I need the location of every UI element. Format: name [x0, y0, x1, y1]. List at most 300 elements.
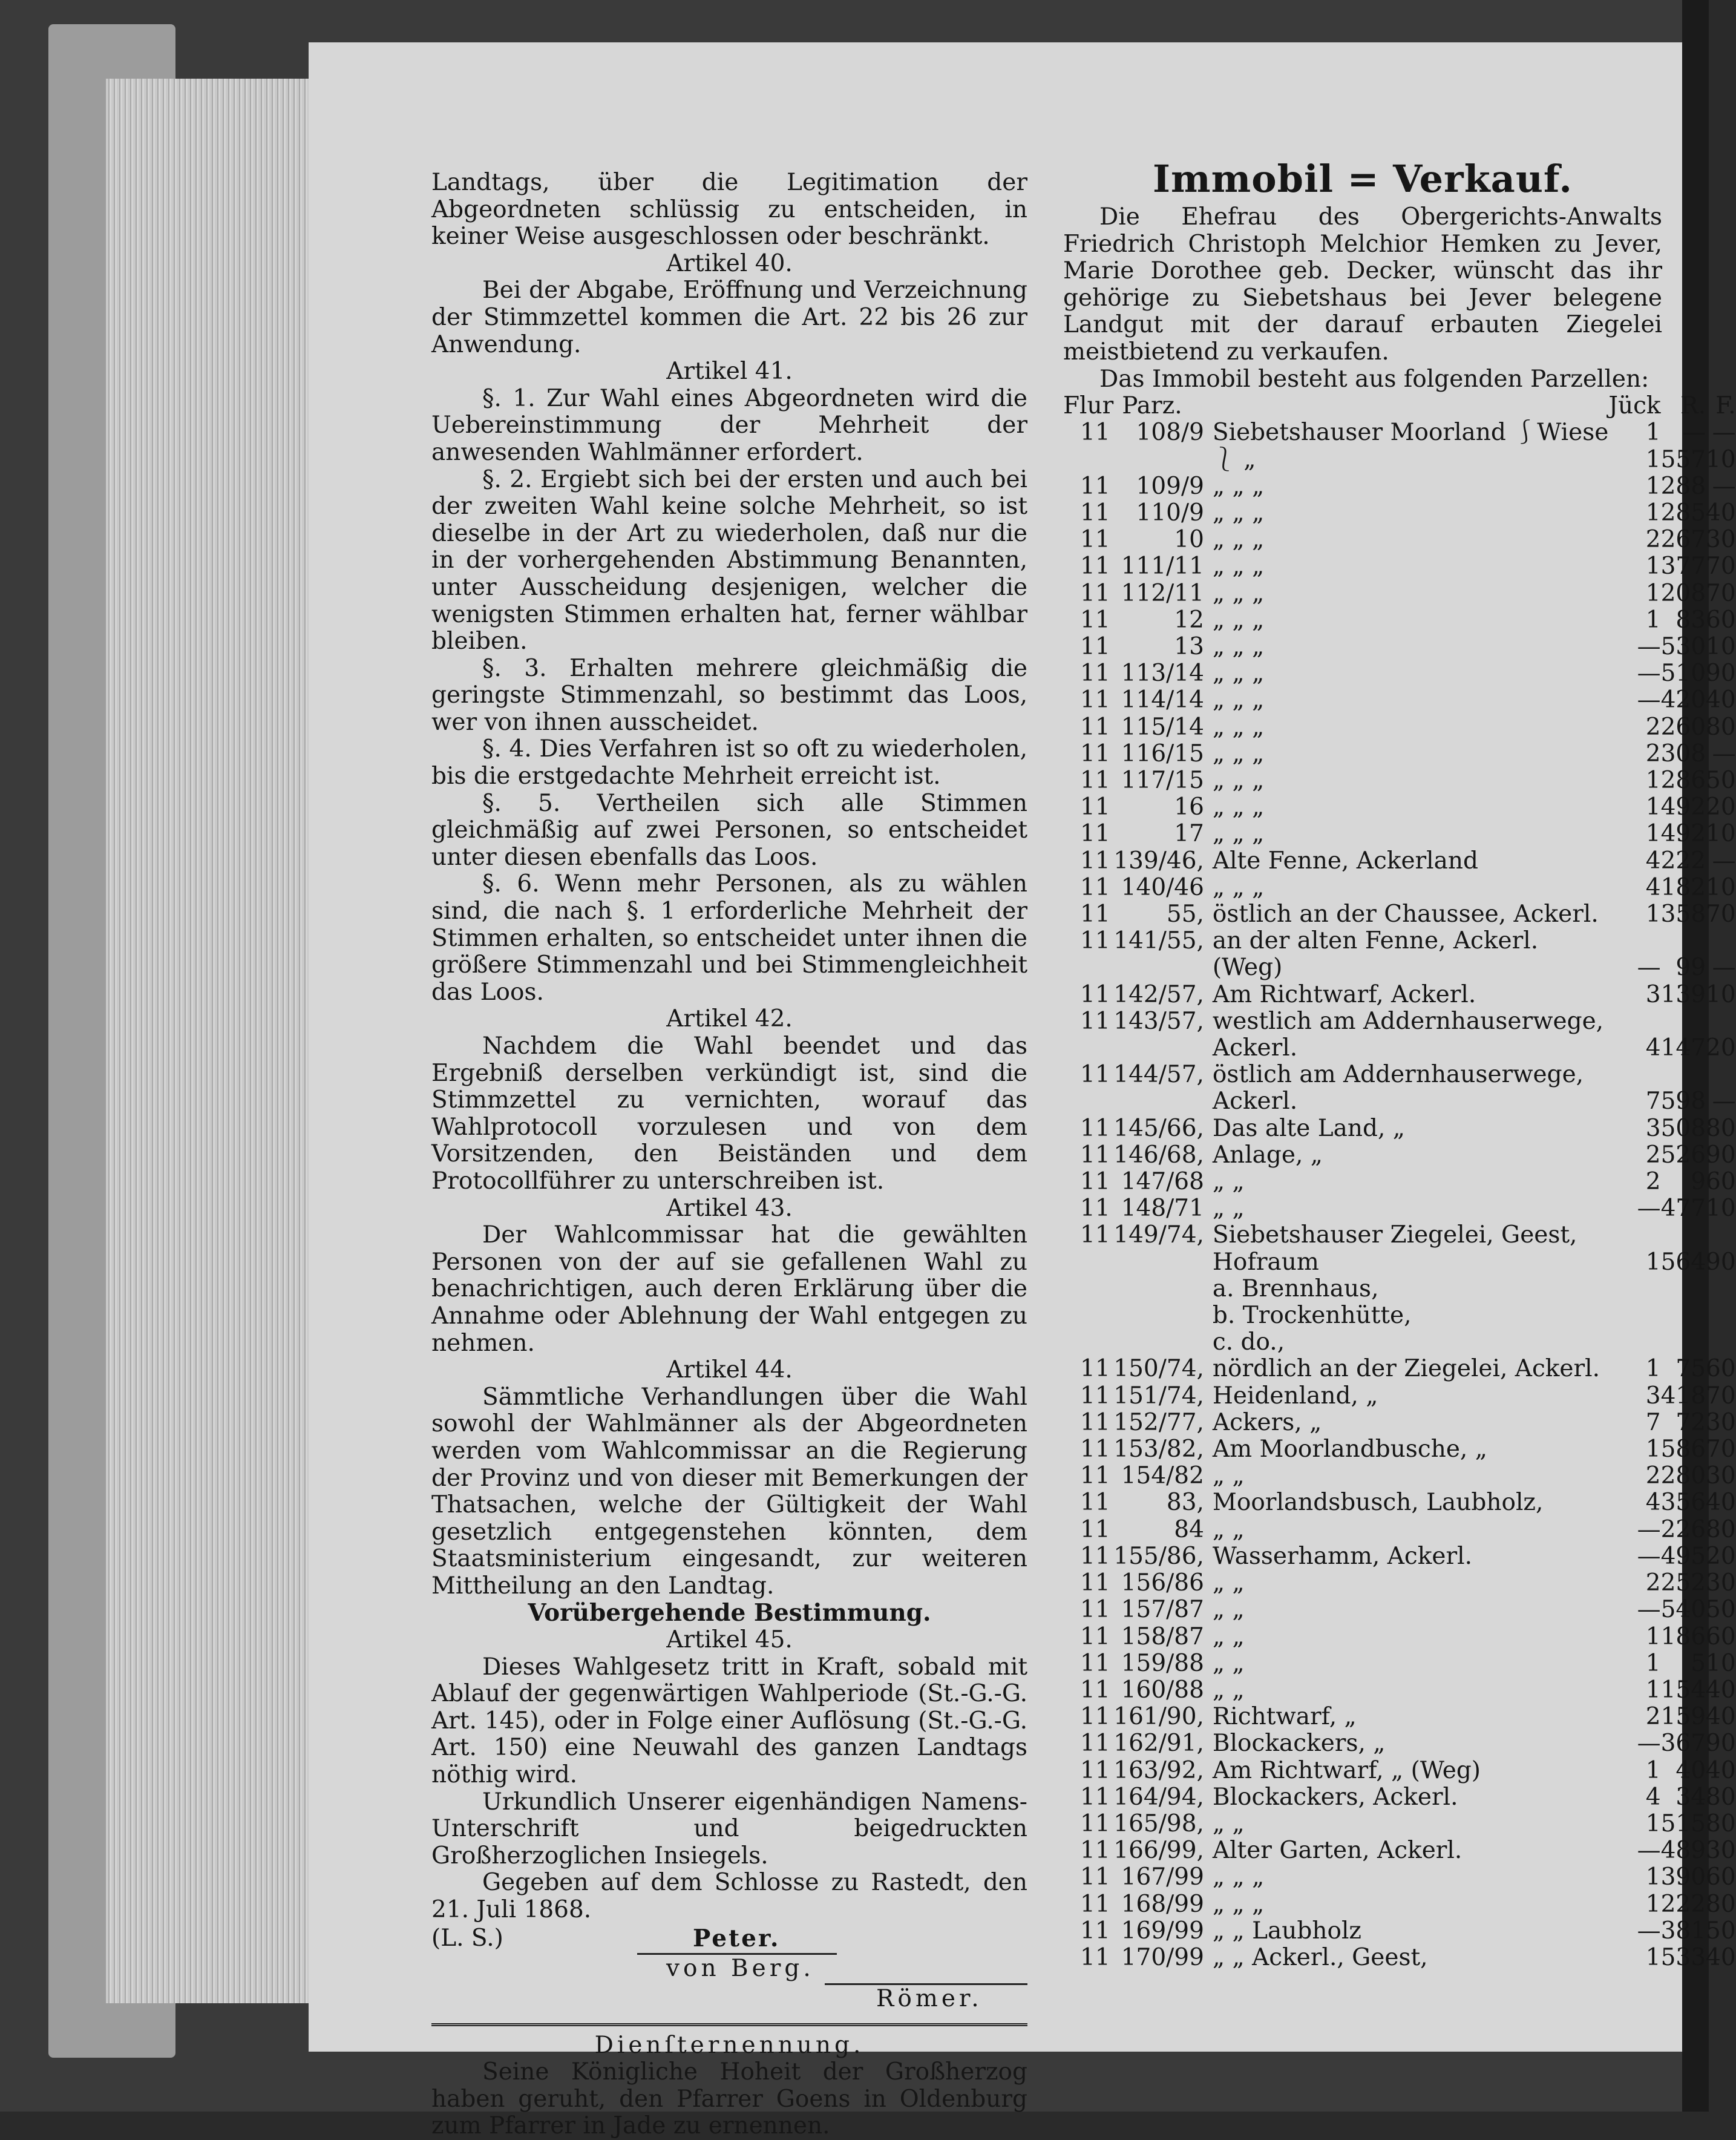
parcel-table [1063, 393, 1736, 1971]
row-ruthen: 477 [1660, 1195, 1706, 1223]
row-flur: 11 [1080, 1408, 1110, 1436]
row-parcel: 148/71 [1121, 1195, 1204, 1223]
row-juck: 1 [1645, 606, 1661, 634]
row-parcel: 153/82, [1113, 1436, 1204, 1463]
table-row [1063, 473, 1736, 500]
row-flur: 11 [1080, 1141, 1110, 1169]
row-fuss: 70 [1706, 553, 1736, 580]
table-row [1063, 928, 1736, 954]
row-fuss: 10 [1706, 1195, 1736, 1223]
row-ruthen: 418 [1660, 1382, 1706, 1410]
row-ruthen [1661, 1008, 1706, 1035]
row-flur [1063, 1088, 1113, 1115]
row-description: „ „ „ [1212, 1863, 1265, 1891]
row-description: „ „ Laubholz [1212, 1917, 1361, 1945]
row-juck: 4 [1645, 1489, 1661, 1517]
row-description: Am Richtwarf, „ (Weg) [1212, 1756, 1481, 1784]
row-flur: 11 [1080, 632, 1110, 660]
row-ruthen: 154 [1660, 1676, 1706, 1704]
row-flur: 11 [1080, 1863, 1110, 1891]
row-fuss: 60 [1706, 1355, 1736, 1383]
row-flur: 11 [1080, 1436, 1110, 1463]
row-description: Blockackers, „ [1212, 1730, 1386, 1758]
row-juck: 2 [1645, 713, 1661, 741]
table-row [1063, 741, 1736, 767]
row-ruthen: 286 [1660, 767, 1706, 794]
row-fuss: 10 [1706, 445, 1736, 473]
table-row [1063, 1758, 1736, 1784]
table-row [1063, 1650, 1736, 1677]
row-description: „ „ „ [1212, 579, 1265, 607]
row-ruthen: 564 [1660, 1248, 1706, 1276]
table-row [1063, 1570, 1736, 1597]
row-fuss: 70 [1706, 1382, 1736, 1410]
row-fuss: 80 [1706, 1890, 1736, 1918]
row-flur: 11 [1080, 927, 1110, 955]
row-ruthen: 557 [1660, 445, 1706, 473]
row-parcel: 17 [1174, 820, 1204, 848]
row-ruthen: 34 [1675, 1783, 1706, 1811]
sale-title: Immobil = Verkauf. [1153, 157, 1573, 201]
row-description: Hofraum [1212, 1248, 1319, 1276]
sale-lead: Das Immobil besteht aus folgenden Parzellen: [1099, 365, 1649, 393]
row-description: „ „ [1212, 1569, 1245, 1597]
section-divider [431, 2023, 1027, 2026]
row-flur: 11 [1080, 526, 1110, 554]
row-fuss: 90 [1706, 1141, 1736, 1169]
row-ruthen: 147 [1660, 1034, 1706, 1062]
header-parz: Parz. [1122, 392, 1182, 420]
row-ruthen: 75 [1675, 1355, 1706, 1383]
row-description: b. Trockenhütte, [1212, 1302, 1412, 1330]
table-row [1063, 901, 1736, 928]
row-juck: 1 [1645, 820, 1661, 848]
row-ruthen: 381 [1660, 1917, 1706, 1945]
row-description: Heidenland, „ [1212, 1382, 1378, 1410]
row-juck: 1 [1645, 1676, 1661, 1704]
row-flur: 11 [1080, 606, 1110, 634]
row-description: Ackerl. [1212, 1088, 1298, 1115]
row-juck: — [1637, 1730, 1661, 1758]
row-parcel: 117/15 [1121, 767, 1204, 794]
row-flur: 11 [1080, 1810, 1110, 1837]
closing-text-1: Urkundlich Unserer eigenhändigen Namens-Unterschrift und beigedruckten Großherzoglichen Insiegels. [431, 1788, 1027, 1869]
row-ruthen: 367 [1660, 1730, 1706, 1758]
table-row [1063, 500, 1736, 527]
row-ruthen: 533 [1660, 1943, 1706, 1971]
row-parcel: 154/82 [1121, 1462, 1204, 1490]
row-juck: 4 [1645, 1783, 1661, 1811]
row-fuss: 20 [1706, 1034, 1736, 1062]
row-ruthen: 358 [1660, 901, 1706, 928]
table-row [1063, 954, 1736, 981]
table-row [1063, 419, 1736, 446]
row-parcel: 108/9 [1136, 419, 1204, 447]
row-fuss: 80 [1706, 1810, 1736, 1837]
row-fuss: 50 [1706, 1917, 1736, 1945]
row-flur: 11 [1080, 1355, 1110, 1383]
table-row [1063, 1410, 1736, 1436]
row-parcel: 110/9 [1136, 499, 1204, 527]
table-row [1063, 1329, 1736, 1356]
row-flur: 11 [1080, 1462, 1110, 1490]
appointment-text: Seine Königliche Hoheit der Großherzog haben geruht, den Pfarrer Goens in Oldenburg zum Pfarrer in Jade zu ernennen. [431, 2058, 1027, 2140]
row-ruthen: 83 [1675, 606, 1706, 634]
row-description: „ „ [1212, 1649, 1245, 1677]
row-flur [1063, 954, 1113, 981]
row-flur [1063, 1276, 1113, 1302]
table-row [1063, 1624, 1736, 1650]
row-juck: 1 [1645, 793, 1661, 821]
article-45-text: Dieses Wahlgesetz tritt in Kraft, sobald mit Ablauf der gegenwärtigen Wahlperiode (St.-G.-G. Art. 145), oder in Folge einer Auflösung (St.-G.-G. Art. 150) eine Neuwahl des ganzen Landtags nöthig wird. [431, 1653, 1027, 1789]
row-juck: 2 [1645, 740, 1661, 767]
row-ruthen: 308 [1660, 740, 1706, 767]
row-parcel: 166/99, [1113, 1837, 1204, 1865]
row-description: Alter Garten, Ackerl. [1212, 1837, 1462, 1865]
row-juck: 1 [1645, 445, 1661, 473]
row-ruthen: 99 [1675, 954, 1706, 982]
row-flur: 11 [1080, 1917, 1110, 1945]
table-row [1063, 848, 1736, 875]
row-flur: 11 [1080, 1703, 1110, 1731]
row-parcel: 139/46, [1113, 847, 1204, 875]
row-parcel [1113, 954, 1204, 981]
table-row [1063, 1356, 1736, 1382]
table-row [1063, 1222, 1736, 1249]
row-flur: 11 [1080, 499, 1110, 527]
row-juck: 1 [1645, 472, 1661, 500]
table-row [1063, 687, 1736, 714]
row-parcel: 168/99 [1121, 1890, 1204, 1918]
row-juck [1608, 1222, 1660, 1249]
row-ruthen: 356 [1660, 1489, 1706, 1517]
row-flur: 11 [1080, 1007, 1110, 1035]
row-description: Ackerl. [1212, 1034, 1298, 1062]
article-42-text: Nachdem die Wahl beendet und das Ergebniß derselben verkündigt ist, sind die Stimmzettel zu vernichten, worauf das Wahlprotocoll vorzulesen und von dem Vorsitzenden, den Beiständen und dem Protocollführer zu unterschreiben ist. [431, 1032, 1027, 1195]
row-parcel: 140/46 [1121, 873, 1204, 901]
row-juck: 1 [1645, 767, 1661, 794]
article-41-para-1: §. 1. Zur Wahl eines Abgeordneten wird die Uebereinstimmung der Mehrheit der anwesenden Wahlmänner erfordert. [431, 384, 1027, 466]
signature-roemer: Römer. [876, 1984, 983, 2012]
row-parcel [1113, 1035, 1204, 1062]
row-fuss: 20 [1706, 793, 1736, 821]
row-fuss: 40 [1706, 1943, 1736, 1971]
row-description: c. do., [1212, 1328, 1285, 1356]
article-41-para-4: §. 4. Dies Verfahren ist so oft zu wiederholen, bis die erstgedachte Mehrheit erreicht ist. [431, 735, 1027, 790]
row-ruthen: 510 [1660, 660, 1706, 688]
table-row [1063, 607, 1736, 634]
row-flur [1063, 1302, 1113, 1329]
row-juck: 2 [1645, 1141, 1661, 1169]
row-juck: 1 [1645, 1248, 1661, 1276]
table-row [1063, 1142, 1736, 1169]
row-description: „ „ „ [1212, 606, 1265, 634]
row-fuss: — [1712, 954, 1736, 982]
row-parcel: 55, [1166, 901, 1204, 928]
row-description: „ „ [1212, 1195, 1245, 1223]
row-ruthen: 420 [1660, 686, 1706, 714]
table-row [1063, 1837, 1736, 1864]
row-parcel: 116/15 [1121, 740, 1204, 767]
row-fuss: 60 [1706, 606, 1736, 634]
article-45-heading: Artikel 45. [666, 1626, 793, 1654]
row-ruthen: 260 [1660, 713, 1706, 741]
row-fuss: — [1712, 740, 1736, 767]
row-juck: 3 [1645, 980, 1661, 1008]
header-flur: Flur [1063, 392, 1114, 420]
row-ruthen [1661, 1329, 1706, 1356]
transitional-heading: Vorübergehende Bestimmung. [528, 1599, 931, 1627]
table-row [1063, 1088, 1736, 1115]
row-ruthen: 222 [1660, 847, 1706, 875]
row-parcel: 84 [1174, 1515, 1204, 1543]
row-juck: 2 [1645, 1462, 1661, 1490]
row-ruthen: 5 [1691, 1649, 1706, 1677]
row-parcel: 162/91, [1113, 1730, 1204, 1758]
row-fuss: 80 [1706, 1783, 1736, 1811]
row-parcel: 159/88 [1121, 1649, 1204, 1677]
row-flur: 11 [1080, 767, 1110, 794]
row-flur: 11 [1080, 1542, 1110, 1570]
table-row [1063, 1677, 1736, 1704]
table-row [1063, 1704, 1736, 1730]
row-parcel: 145/66, [1113, 1114, 1204, 1142]
row-ruthen: 489 [1660, 1837, 1706, 1865]
row-flur: 11 [1080, 579, 1110, 607]
row-fuss: — [1712, 419, 1736, 447]
row-description: Siebetshauser Ziegelei, Geest, [1212, 1221, 1577, 1249]
row-flur: 11 [1080, 1730, 1110, 1758]
row-flur: 11 [1080, 1756, 1110, 1784]
table-row [1063, 1383, 1736, 1410]
row-flur: 11 [1080, 1195, 1110, 1223]
row-parcel: 161/90, [1113, 1703, 1204, 1731]
table-row [1063, 1115, 1736, 1142]
row-juck [1608, 1062, 1660, 1088]
row-flur: 11 [1080, 1837, 1110, 1865]
table-row [1063, 1517, 1736, 1543]
row-juck [1608, 1329, 1660, 1356]
row-description: „ „ „ [1212, 793, 1265, 821]
row-fuss: — [1712, 1088, 1736, 1115]
row-ruthen: 139 [1660, 980, 1706, 1008]
row-ruthen: 285 [1660, 499, 1706, 527]
row-fuss: 70 [1706, 901, 1736, 928]
row-flur: 11 [1080, 820, 1110, 848]
article-43-text: Der Wahlcommissar hat die gewählten Personen von der auf sie gefallenen Wahl zu benachrichtigen, auch deren Erklärung über die Annahme oder Ablehnung der Wahl entgegen zu nehmen. [431, 1221, 1027, 1357]
row-juck: 1 [1645, 1890, 1661, 1918]
row-flur: 11 [1080, 1114, 1110, 1142]
row-fuss: 70 [1706, 579, 1736, 607]
table-row [1063, 1035, 1736, 1062]
row-parcel: 151/74, [1113, 1382, 1204, 1410]
row-parcel [1113, 1249, 1204, 1276]
signature-peter: Peter. [693, 1924, 781, 1952]
row-juck: 7 [1645, 1408, 1661, 1436]
row-parcel: 170/99 [1121, 1943, 1204, 1971]
row-ruthen [1661, 1302, 1706, 1329]
row-juck: 2 [1645, 526, 1661, 554]
row-ruthen [1661, 928, 1706, 954]
table-row [1063, 1062, 1736, 1088]
row-description: „ „ „ [1212, 1890, 1265, 1918]
row-juck: 1 [1645, 1649, 1661, 1677]
row-description: östlich an der Chaussee, Ackerl. [1212, 901, 1599, 928]
article-41-para-3: §. 3. Erhalten mehrere gleichmäßig die geringste Stimmenzahl, so bestimmt das Loos, wer von ihnen ausscheidet. [431, 654, 1027, 736]
row-parcel: 156/86 [1121, 1569, 1204, 1597]
row-ruthen: 495 [1660, 1542, 1706, 1570]
row-juck: 4 [1645, 1034, 1661, 1062]
row-flur: 11 [1080, 472, 1110, 500]
row-flur: 11 [1080, 1649, 1110, 1677]
row-fuss: 60 [1706, 1863, 1736, 1891]
row-juck: 3 [1645, 1114, 1661, 1142]
row-description: „ „ „ [1212, 472, 1265, 500]
table-row [1063, 553, 1736, 580]
row-description: Alte Fenne, Ackerland [1212, 847, 1478, 875]
row-fuss: 30 [1706, 1837, 1736, 1865]
row-flur [1063, 447, 1113, 473]
table-row [1063, 1489, 1736, 1516]
row-description: Ackers, „ [1212, 1408, 1322, 1436]
header-f: F. [1715, 392, 1736, 420]
row-ruthen: 598 [1660, 1088, 1706, 1115]
row-parcel: 109/9 [1136, 472, 1204, 500]
row-ruthen: 508 [1660, 1114, 1706, 1142]
row-juck: 1 [1645, 1863, 1661, 1891]
row-ruthen: 288 [1660, 472, 1706, 500]
table-row [1063, 1195, 1736, 1222]
left-column [431, 169, 1027, 2140]
row-fuss: 30 [1706, 1462, 1736, 1490]
intro-paragraph: Landtags, über die Legitimation der Abgeordneten schlüssig zu entscheiden, in keiner Weise ausgeschlossen oder beschränkt. [431, 169, 1027, 251]
row-juck [1608, 1276, 1660, 1302]
row-flur: 11 [1080, 1890, 1110, 1918]
row-description: „ „ [1212, 1810, 1245, 1837]
article-42-heading: Artikel 42. [666, 1005, 793, 1033]
page-stack-edges [106, 79, 333, 2003]
row-parcel: 165/98, [1113, 1810, 1204, 1837]
header-r: R. [1680, 392, 1706, 420]
table-row [1063, 527, 1736, 553]
row-ruthen: 492 [1660, 820, 1706, 848]
article-41-para-2: §. 2. Ergiebt sich bei der ersten und auch bei der zweiten Wahl keine solche Mehrheit, so ist dieselbe in der Art zu wiederholen, daß nur die in der vorhergehenden Abstimmung Benannten, unter Ausscheidung desjenigen, welcher die wenigsten Stimmen erhalten hat, ferner wählbar bleiben. [431, 465, 1027, 655]
row-fuss [1706, 1062, 1736, 1088]
row-description: „ „ [1212, 1462, 1245, 1490]
parcel-table-header [1063, 393, 1736, 419]
row-description: Anlage, „ [1212, 1141, 1323, 1169]
row-parcel: 152/77, [1113, 1408, 1204, 1436]
row-ruthen: 252 [1660, 1569, 1706, 1597]
row-parcel: 10 [1174, 526, 1204, 554]
row-description: „ „ „ [1212, 713, 1265, 741]
row-parcel: 111/11 [1121, 553, 1204, 580]
row-description: „ „ Ackerl., Geest, [1212, 1943, 1428, 1971]
table-row [1063, 1276, 1736, 1302]
appointment-heading: Dienſternennung. [594, 2031, 865, 2059]
row-juck: — [1637, 1542, 1661, 1570]
row-ruthen: 390 [1660, 1863, 1706, 1891]
row-fuss: 10 [1706, 820, 1736, 848]
row-juck: — [1637, 1596, 1661, 1624]
row-parcel: 12 [1174, 606, 1204, 634]
row-ruthen [1661, 1276, 1706, 1302]
row-flur: 11 [1080, 980, 1110, 1008]
row-ruthen: 226 [1660, 1515, 1706, 1543]
article-44-heading: Artikel 44. [666, 1356, 793, 1384]
row-fuss: 50 [1706, 767, 1736, 794]
table-row [1063, 447, 1736, 473]
row-fuss: 10 [1706, 980, 1736, 1008]
row-flur: 11 [1080, 660, 1110, 688]
row-ruthen: 182 [1660, 873, 1706, 901]
row-ruthen: 208 [1660, 579, 1706, 607]
row-description: Moorlandsbusch, Laubholz, [1212, 1489, 1544, 1517]
row-description: „ „ „ [1212, 686, 1265, 714]
row-fuss: 40 [1706, 1756, 1736, 1784]
row-description: „ „ „ [1212, 499, 1265, 527]
row-juck: — [1637, 660, 1661, 688]
row-parcel [1113, 1302, 1204, 1329]
row-parcel: 164/94, [1113, 1783, 1204, 1811]
row-juck: 3 [1645, 1382, 1661, 1410]
row-flur: 11 [1080, 901, 1110, 928]
row-ruthen: 280 [1660, 1462, 1706, 1490]
row-parcel: 114/14 [1121, 686, 1204, 714]
table-row [1063, 1945, 1736, 1971]
row-fuss: — [1712, 847, 1736, 875]
row-fuss: 40 [1706, 686, 1736, 714]
row-ruthen: 530 [1660, 632, 1706, 660]
row-description: „ „ [1212, 1676, 1245, 1704]
row-parcel: 149/74, [1113, 1221, 1204, 1249]
row-description: „ „ „ [1212, 740, 1265, 767]
row-fuss [1706, 1008, 1736, 1035]
row-ruthen: 267 [1660, 526, 1706, 554]
row-description: a. Brennhaus, [1212, 1275, 1379, 1302]
row-description: „ „ „ [1212, 526, 1265, 554]
row-juck: — [1637, 686, 1661, 714]
row-ruthen: 540 [1660, 1596, 1706, 1624]
table-row [1063, 1811, 1736, 1837]
row-description: westlich am Addernhauserwege, [1212, 1007, 1604, 1035]
row-ruthen: 186 [1660, 1623, 1706, 1650]
table-row [1063, 634, 1736, 660]
row-juck: — [1637, 632, 1661, 660]
row-flur [1063, 1249, 1113, 1276]
row-description: „ „ „ [1212, 660, 1265, 688]
row-juck: 2 [1645, 1703, 1661, 1731]
table-row [1063, 1249, 1736, 1276]
row-juck: 1 [1645, 1943, 1661, 1971]
row-parcel: 143/57, [1113, 1007, 1204, 1035]
table-row [1063, 1864, 1736, 1891]
row-fuss: 70 [1706, 1436, 1736, 1463]
table-row [1063, 1784, 1736, 1811]
table-row [1063, 767, 1736, 794]
row-ruthen: 222 [1660, 1890, 1706, 1918]
row-flur: 11 [1080, 793, 1110, 821]
row-fuss: 60 [1706, 1168, 1736, 1196]
row-juck: 1 [1645, 1355, 1661, 1383]
row-juck: 1 [1645, 1436, 1661, 1463]
row-flur: 11 [1080, 1676, 1110, 1704]
row-description: östlich am Addernhauserwege, [1212, 1061, 1584, 1089]
row-flur: 11 [1080, 1061, 1110, 1089]
row-description: Siebetshauser Moorland ⎰Wiese [1212, 419, 1609, 447]
article-44-text: Sämmtliche Verhandlungen über die Wahl sowohl der Wahlmänner als der Abgeordneten werden vom Wahlcommissar an die Regierung der Provinz und von dieser mit Bemerkungen der Thatsachen, welche der Gültigkeit der Wahl gesetzlich entgegenstehen könnten, dem Staatsministerium eingesandt, zur weiteren Mittheilung an den Landtag. [431, 1383, 1027, 1600]
row-parcel: 157/87 [1121, 1596, 1204, 1624]
